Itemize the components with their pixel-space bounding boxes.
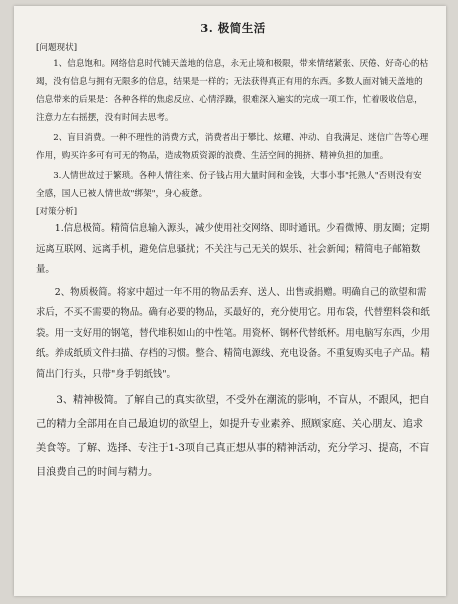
problem-paragraph-3: 3.人情世故过于繁琐。各种人情往来、份子钱占用大量时间和金钱，大事小事"托熟人"否则没有安全感，国人已被人情世故"绑架"，身心疲惫。 <box>36 171 422 199</box>
solution-paragraph-3: 3、精神极简。了解自己的真实欲望，不受外在潮流的影响，不盲从，不跟风，把自己的精力全部用在自己最迫切的欲望上，如提升专业素养、照顾家庭、关心朋友、追求美食等。了解、选择、专注于1-3项自己真正想从事的精神活动，充分学习、提高，不盲目浪费自己的时间与精力。 <box>36 395 430 478</box>
document-page <box>14 6 446 596</box>
solution-paragraph-2: 2、物质极简。将家中超过一年不用的物品丢弃、送人、出售或捐赠。明确自己的欲望和需求后，不买不需要的物品。确有必要的物品，买最好的，充分使用它。用布袋，代替塑料袋和纸袋。用一支好用的钢笔，替代堆积如山的中性笔。用瓷杯、钢杯代替纸杯。用电脑写东西，少用纸。养成纸质文件扫描、存档的习惯。整合、精简电源线、充电设备。不重复购买电子产品。精简出门行头，只带"身手钥纸钱"。 <box>36 286 430 380</box>
document-content <box>36 20 430 485</box>
problem-paragraph-2: 2、盲目消费。一种不理性的消费方式，消费者出于攀比、炫耀、冲动、自我满足、迷信广告等心理作用，购买许多可有可无的物品，造成物质资源的浪费、生活空间的拥挤、精神负担的加重。 <box>36 133 429 161</box>
problem-paragraph-1: 1、信息饱和。网络信息时代铺天盖地的信息，永无止境和极限，带来情绪紧张、厌倦、好奇心的枯竭，没有信息与拥有无限多的信息，结果是一样的；无法获得真正有用的东西。多数人面对铺天盖地的信息带来的后果是：各种各样的焦虑反应、心情浮躁，很难深入遍实的完成一项工作，忙着吸收信息，注意力左右摇摆，没有时间去思考。 <box>36 59 429 123</box>
problem-section-label: [问题现状] <box>36 43 78 53</box>
document-title: 3. 极简生活 <box>200 21 266 35</box>
solution-section-label: [对策分析] <box>36 207 78 217</box>
solution-paragraph-1: 1.信息极简。精简信息输入源头，减少使用社交网络、即时通讯。少看微博、朋友圈；定期远离互联网、远离手机，避免信息骚扰；不关注与己无关的娱乐、社会新闻；精简电子邮箱数量。 <box>36 223 430 275</box>
